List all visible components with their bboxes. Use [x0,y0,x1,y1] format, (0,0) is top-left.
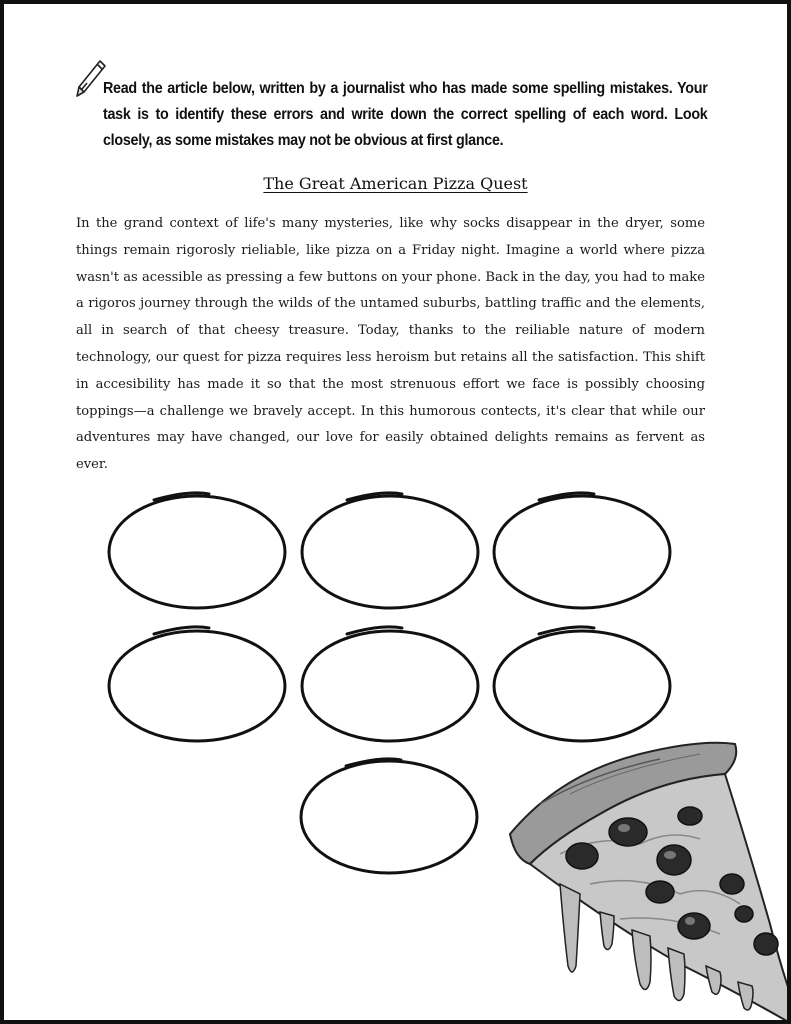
answer-circle[interactable] [494,493,670,608]
answer-circle[interactable] [109,627,285,741]
article-title: The Great American Pizza Quest [263,174,528,193]
answer-circle[interactable] [302,627,478,741]
answer-circle[interactable] [109,493,285,608]
answer-circle[interactable] [302,493,478,608]
answer-circle[interactable] [301,759,477,873]
pizza-slice-illustration [500,734,791,1024]
answer-circle[interactable] [494,627,670,741]
article-body: In the grand context of life's many mysteries, like why socks disappear in the dryer, some things remain rigorosly rieliable, like pizza on a Friday night. Imagine a world where pizza wasn't as acessible as pressing a few buttons on your phone. Back in the day, you had to make a rigoros journey through the wilds of the untamed suburbs, battling traffic and the elements, all in search of that cheesy treasure. Today, thanks to the reiliable nature of modern technology, our quest for pizza requires less heroism but retains all the satisfaction. This shift in accesibility has made it so that the most strenuous effort we face is possibly choosing toppings—a challenge we bravely accept. In this humorous contects, it's clear that while our adventures may have changed, our love for easily obtained delights remains as fervent as ever. [76,216,705,473]
instructions-text: Read the article below, written by a journalist who has made some spelling mistakes. Your task is to identify these errors and write down the correct spelling of each word. Look closely, as some mistakes may not be obvious at first glance. [103,80,708,149]
